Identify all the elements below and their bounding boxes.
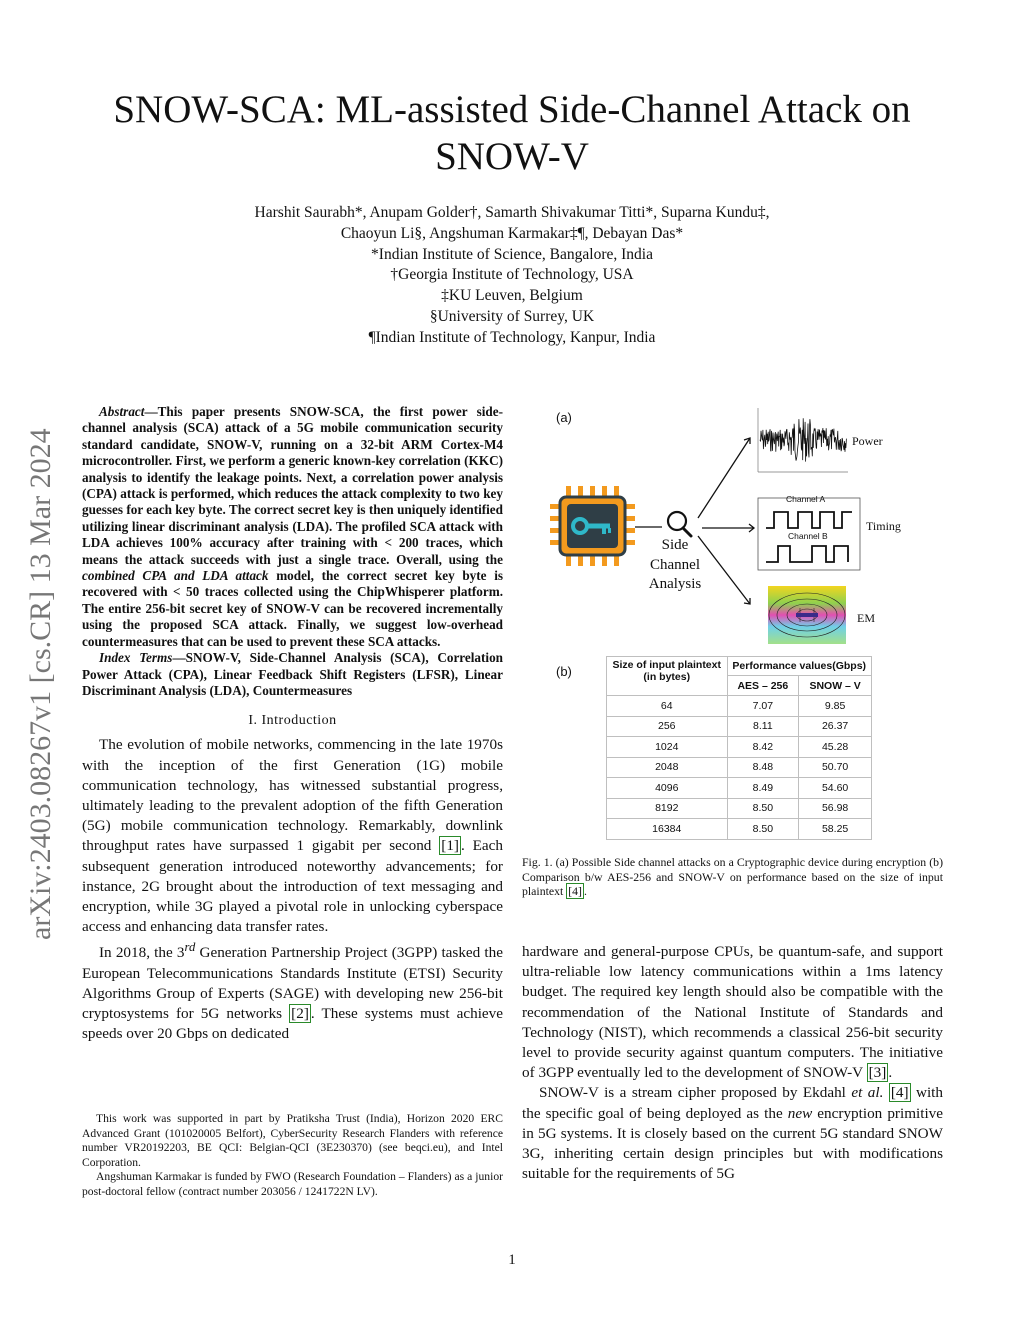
cell-size: 4096: [607, 778, 728, 799]
abstract: [82, 404, 503, 650]
index-terms-label: Index Terms: [99, 650, 173, 666]
paper-title: [60, 86, 964, 180]
citation-link[interactable]: [4]: [568, 884, 582, 899]
cell-aes: 8.48: [727, 757, 799, 778]
intro-text: Generation Partnership Project (3GPP) tasked the European Telecommunications Standards Institute (ETSI) Security Algorithms Group of Experts (SAGE) with developing new 256-bit cryptosystems for 5G networks: [82, 944, 503, 1023]
cell-size: 16384: [607, 819, 728, 840]
timing-label: Timing: [866, 519, 901, 533]
author-block: [150, 203, 874, 349]
cell-snow: 26.37: [799, 716, 872, 737]
cell-snow: 50.70: [799, 757, 872, 778]
power-label: Power: [852, 434, 883, 448]
cell-size: 8192: [607, 798, 728, 819]
intro-text: In 2018, the 3: [99, 944, 185, 962]
et-al: et al.: [851, 1084, 884, 1102]
abstract-dash: —: [144, 404, 158, 419]
footnote-funding: This work was supported in part by Pratiksha Trust (India), Horizon 2020 ERC Advanced Grant (101020005 Belfort), CyberSecurity Research Flanders with reference number VR20192203, BE QCI: Belgian-QCI (3E230370) (see beqci.eu), and Intel Corporation.: [82, 1112, 503, 1169]
channel-b-label: Channel B: [788, 531, 828, 541]
cell-size: 256: [607, 716, 728, 737]
citation-link[interactable]: [1]: [441, 837, 459, 855]
abstract-emphasis: combined CPA and LDA attack: [82, 568, 269, 584]
cell-aes: 8.50: [727, 819, 799, 840]
superscript: rd: [184, 940, 196, 955]
intro-text: The evolution of mobile networks, commencing in the late 1970s with the inception of the first Generation (1G) mobile communication technology, has witnessed substantial progress, ultimately leading to the prevalent adoption of the fifth Generation (5G) mobile communication technology. Remarkably, downlink throughput rates have surpassed 1 gigabit per second: [82, 736, 503, 855]
arxiv-identifier: arXiv:2403.08267v1 [cs.CR] 13 Mar 2024: [24, 428, 57, 940]
channel-a-label: Channel A: [786, 494, 826, 504]
right-paragraph-1: [522, 942, 943, 1083]
right-column: [522, 942, 943, 1184]
authors-line-2: Chaoyun Li§, Angshuman Karmakar‡¶, Debayan Das*: [340, 224, 684, 242]
caption-end: .: [584, 884, 587, 899]
right-paragraph-2: [522, 1083, 943, 1184]
cell-snow: 56.98: [799, 798, 872, 819]
table-row: [607, 778, 872, 799]
abstract-label: Abstract: [99, 404, 145, 419]
magnifier-icon: [668, 512, 691, 536]
label-analysis: Analysis: [648, 576, 702, 592]
left-column: [82, 404, 503, 1044]
cell-size: 1024: [607, 737, 728, 758]
cell-aes: 7.07: [727, 696, 799, 717]
body-text: .: [888, 1064, 893, 1082]
abstract-text-end: model, the correct secret key byte is recovered with < 50 traces collected using the ChipWhisperer platform. The entire 256-bit secret key of SNOW-V can be recovered incrementally using the proposed SCA attack. Finally, we suggest low-overhead countermeasures that can be used to prevent these SCA attacks.: [82, 568, 503, 649]
table-row: [607, 798, 872, 819]
body-text: hardware and general-purpose CPUs, be quantum-safe, and support ultra-reliable low latency communications within a 1ms latency budget. The required key length should also be compatible with the recommendation of the National Institute of Standards and Technology (NIST), which recommends a classical 256-bit security level to provide security against quantum computers. The initiative of 3GPP eventually led to the development of SNOW-V: [522, 943, 943, 1082]
cell-snow: 58.25: [799, 819, 872, 840]
index-terms: [82, 650, 503, 699]
performance-table: [606, 656, 872, 840]
cell-aes: 8.11: [727, 716, 799, 737]
affiliation: §University of Surrey, UK: [429, 307, 595, 325]
index-terms-text: —SNOW-V, Side-Channel Analysis (SCA), Correlation Power Attack (CPA), Linear Feedback Shift Registers (LFSR), Linear Discriminant Analysis (LDA), Countermeasures: [82, 650, 504, 698]
cell-aes: 8.50: [727, 798, 799, 819]
affiliation: ¶Indian Institute of Technology, Kanpur, India: [368, 328, 656, 346]
footnote: [82, 1112, 503, 1200]
table-row: [607, 757, 872, 778]
authors-line-1: Harshit Saurabh*, Anupam Golder†, Samarth Shivakumar Titti*, Suparna Kundu‡,: [254, 204, 770, 221]
emphasis-new: new: [787, 1104, 813, 1122]
title-line-2: SNOW-V: [435, 135, 589, 178]
header-aes256: AES – 256: [727, 676, 799, 696]
cell-aes: 8.42: [727, 737, 799, 758]
space: [883, 1084, 888, 1101]
em-label: EM: [857, 611, 875, 625]
intro-paragraph-2: [82, 937, 503, 1044]
figure-caption: [522, 855, 943, 899]
cell-snow: 9.85: [799, 696, 872, 717]
citation-link[interactable]: [4]: [890, 1084, 909, 1102]
side-channel-analysis-label: [620, 536, 730, 595]
page-number: 1: [508, 1252, 516, 1268]
table-row: [607, 737, 872, 758]
label-channel: Channel: [650, 556, 700, 573]
intro-paragraph-1: [82, 735, 503, 937]
intro-text: . Each subsequent generation introduced noteworthy advancements; for instance, 2G brought about the introduction of text messaging and encryption, while 3G played a pivotal role in unlocking cyberspace access and enhancing data transfer rates.: [82, 837, 503, 936]
section-heading-introduction: I. Introduction: [248, 713, 337, 729]
table-row: [607, 716, 872, 737]
body-text: SNOW-V is a stream cipher proposed by Ekdahl: [539, 1084, 852, 1102]
affiliation: *Indian Institute of Science, Bangalore, India: [371, 245, 653, 263]
header-snowv: SNOW – V: [799, 676, 872, 696]
figure-label-a: (a): [556, 410, 572, 425]
intro-text: . These systems must achieve speeds over 20 Gbps on dedicated: [82, 1005, 503, 1043]
body-text: encryption primitive in 5G systems. It is closely based on the current 5G standard SNOW 3G, inheriting certain design principles but with modifications suitable for the requirements of 5G: [522, 1104, 943, 1183]
header-performance: Performance values(Gbps): [727, 657, 872, 676]
abstract-text: This paper presents SNOW-SCA, the first power side-channel analysis (SCA) attack of a 5G mobile communication security standard candidate, SNOW-V, running on a 32-bit ARM Cortex-M4 microcontroller. First, we perform a generic known-key correlation (KKC) analysis to identify the leakage points. Next, a correlation power analysis (CPA) attack is performed, which reduces the attack complexity to two key guesses for each key byte. The correct secret key is then uniquely identified utilizing linear discriminant analysis (LDA). The profiled SCA attack with LDA achieves 100% accuracy after training with < 200 traces, which means the attack succeeds with just a single trace. Overall, using the: [82, 404, 503, 567]
citation-link[interactable]: [2]: [291, 1005, 309, 1023]
label-side: Side: [661, 537, 689, 553]
power-trace-plot: [758, 408, 848, 472]
power-trace-line: [760, 418, 846, 461]
header-plaintext-size: Size of input plaintext (in bytes): [607, 657, 728, 696]
caption-text: Fig. 1. (a) Possible Side channel attacks on a Cryptographic device during encryption (b) Comparison b/w AES-256 and SNOW-V on performance based on the size of input plaintext: [522, 855, 943, 899]
cell-snow: 54.60: [799, 778, 872, 799]
cell-snow: 45.28: [799, 737, 872, 758]
affiliation: ‡KU Leuven, Belgium: [441, 287, 583, 305]
table-row: [607, 819, 872, 840]
cell-size: 64: [607, 696, 728, 717]
body-text: with the specific goal of being deployed as the: [522, 1084, 943, 1122]
footnote-fellowship: Angshuman Karmakar is funded by FWO (Research Foundation – Flanders) as a junior post-doctoral fellow (contract number 203056 / 1241722N LV).: [82, 1170, 503, 1198]
cell-aes: 8.49: [727, 778, 799, 799]
em-field-plot: [768, 586, 846, 644]
citation-link[interactable]: [3]: [868, 1064, 887, 1082]
affiliation: †Georgia Institute of Technology, USA: [390, 266, 634, 284]
cell-size: 2048: [607, 757, 728, 778]
title-line-1: SNOW-SCA: ML-assisted Side-Channel Attack on: [113, 88, 911, 131]
table-row: [607, 696, 872, 717]
figure-label-b: (b): [556, 664, 572, 679]
